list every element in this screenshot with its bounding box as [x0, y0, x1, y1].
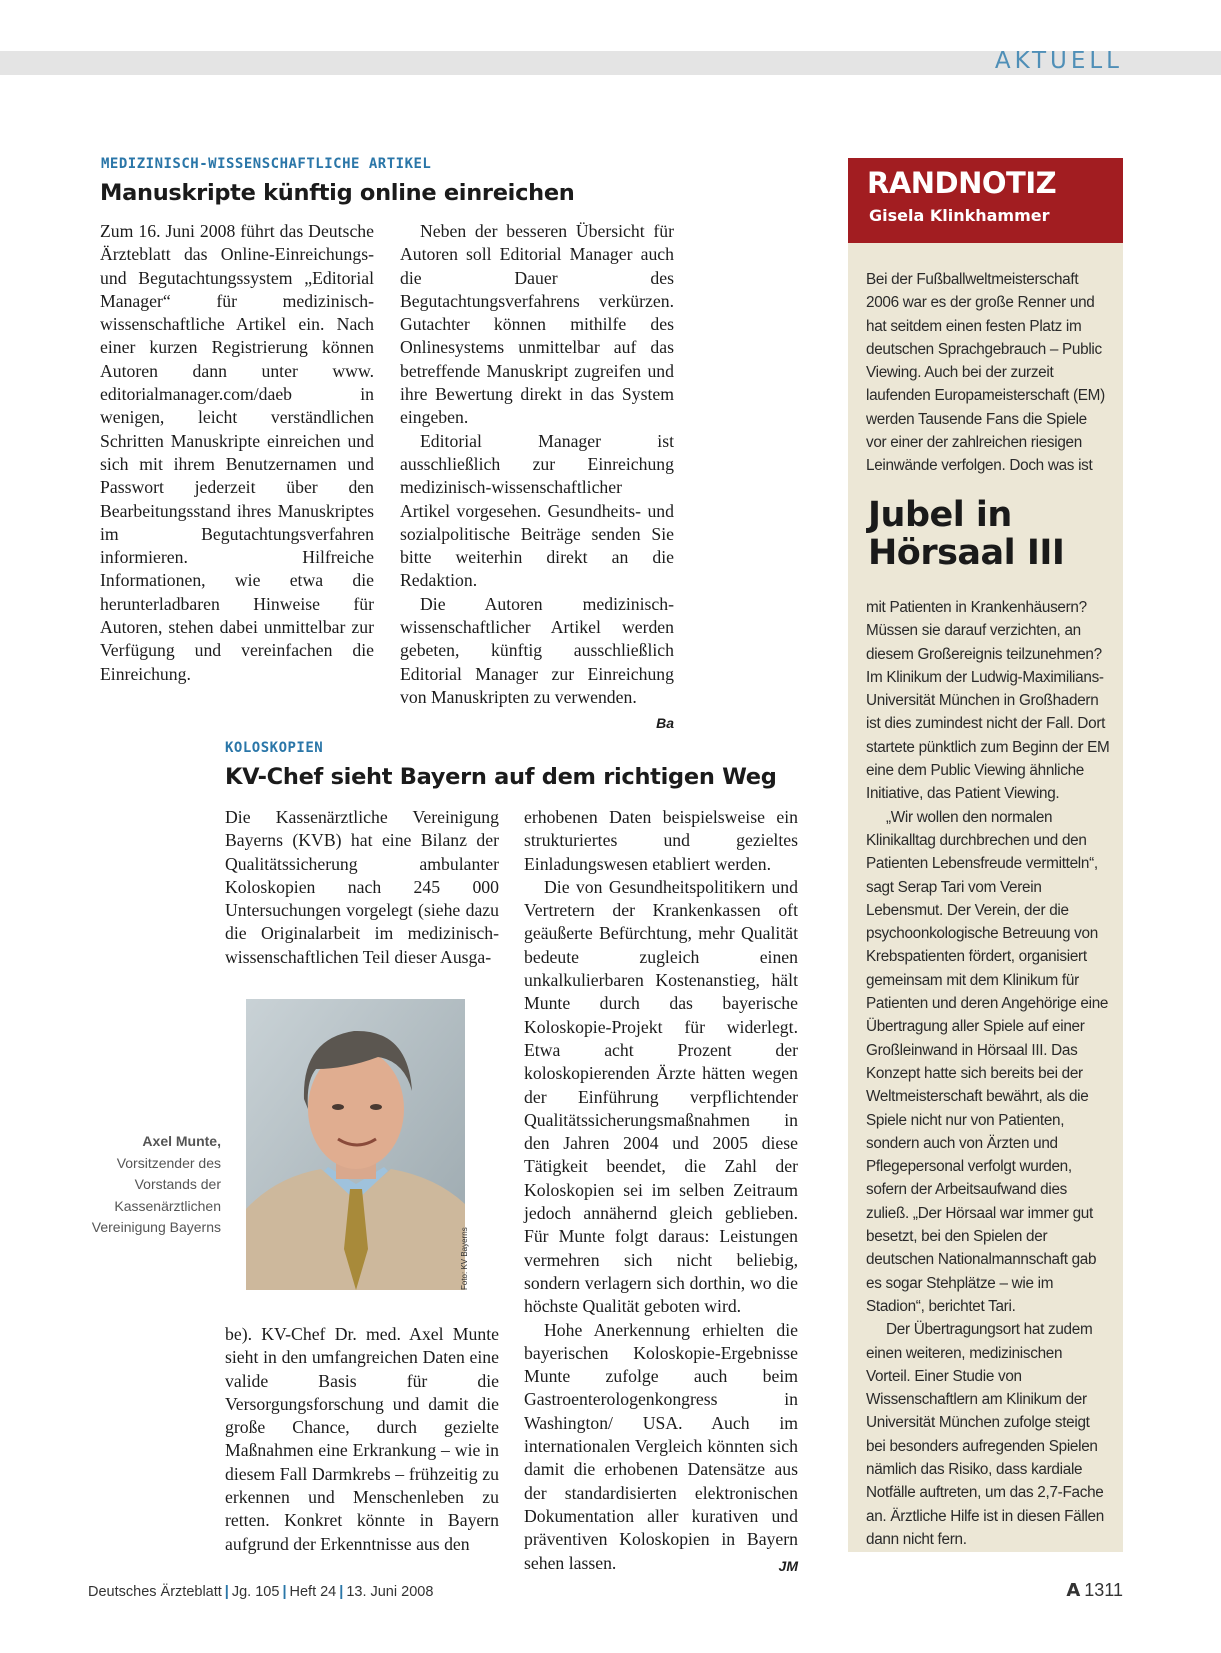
footer-citation: Deutsches Ärzteblatt | Jg. 105 | Heft 24 | 13. Juni 2008: [88, 1584, 434, 1600]
article2-kicker: KOLOSKOPIEN: [225, 740, 324, 756]
paragraph: Die von Gesundheitspolitikern und Vertretern der Krankenkassen oft geäußerte Befürchtung, mehr Qualität bedeute zugleich einen unkalkulierbaren Kostenanstieg, hält Munte durch das bayerische Koloskopie-Projekt für widerlegt. Etwa acht Prozent der koloskopierenden Ärzte hätten wegen der Einführung verpflichtender Qualitätssicherungsmaßnahmen in den Jahren 2004 und 2005 diese Tätigkeit beendet, die Zahl der Koloskopien sei im selben Zeitraum jedoch annähernd gleich geblieben. Für Munte folgt daraus: Leistungen vermehren sich nicht beliebig, sondern verlagern sich dorthin, wo die höchste Qualität geboten wird.: [524, 876, 798, 1317]
article2-column-1-top: [225, 806, 499, 969]
paragraph: be). KV-Chef Dr. med. Axel Munte sieht in den umfangreichen Daten eine valide Basis für die Versorgungsforschung und damit die große Chance, durch gezielte Maßnahmen eine Erkrankung – wie in diesem Fall Darmkrebs – frühzeitig zu erkennen und Menschenleben zu retten. Konkret könnte in Bayern aufgrund der Erkenntnisse aus den: [225, 1324, 499, 1554]
randnotiz-author: Gisela Klinkhammer: [869, 206, 1050, 225]
article2-column-1-bottom: [225, 1323, 499, 1556]
article1-kicker: MEDIZINISCH-WISSENSCHAFTLICHE ARTIKEL: [101, 156, 432, 172]
caption-name: Axel Munte,: [142, 1133, 221, 1149]
article1-headline: Manuskripte künftig online einreichen: [100, 180, 575, 206]
paragraph: Editorial Manager ist ausschließlich zur Einreichung medizinisch-wissenschaftlicher Artikel vorgesehen. Gesundheits- und sozialpolitische Beiträge senden Sie bitte weiterhin direkt an die Redaktion.: [400, 430, 674, 591]
article2-headline: KV-Chef sieht Bayern auf dem richtigen Weg: [225, 764, 777, 790]
caption-text: Vorsitzender des Vorstands der Kassenärztlichen Vereinigung Bayerns: [91, 1154, 221, 1235]
article1-column-1: [100, 220, 374, 686]
page-number: A 1311: [1066, 1580, 1123, 1601]
article1-column-2: [400, 220, 674, 736]
randnotiz-headline: Jubel in Hörsaal III: [868, 495, 1065, 573]
photo-caption: [90, 1131, 221, 1239]
paragraph: erhobenen Daten beispielsweise ein strukturiertes und gezieltes Einladungswesen etabliert werden.: [524, 807, 798, 874]
paragraph: mit Patienten in Krankenhäusern? Müssen sie darauf verzichten, an diesem Großereignis teilzunehmen? Im Klinikum der Ludwig-Maximilians-Universität München in Großhadern ist dies zumindest nicht der Fall. Dort startete pünktlich zum Beginn der EM eine dem Public Viewing ähnliche Initiative, das Patient Viewing.: [866, 599, 1110, 803]
randnotiz-intro: Bei der Fußballweltmeisterschaft 2006 war es der große Renner und hat seitdem einen festen Platz im deutschen Sprachgebrauch – Public Viewing. Auch bei der zurzeit laufenden Europameisterschaft (EM) werden Tausende Fans die Spiele vor einer der zahlreichen riesigen Leinwände verfolgen. Doch was ist: [866, 271, 1105, 475]
article1-signature: Ba: [656, 715, 674, 732]
paragraph: Zum 16. Juni 2008 führt das Deutsche Ärzteblatt das Online-Einreichungs- und Begutachtungssystem „Editorial Manager“ für medizinisch-wissenschaftliche Artikel ein. Nach einer kurzen Registrierung können Autoren dann unter www. editorialmanager.com/daeb in wenigen, leicht verständlichen Schritten Manuskripte einreichen und sich mit ihrem Benutzernamen und Passwort jederzeit über den Bearbeitungsstand ihres Manuskriptes im Begutachtungsverfahren informieren. Hilfreiche Informationen, wie etwa die herunterladbaren Hinweise für Autoren, stehen dabei unmittelbar zur Verfügung und vereinfachen die Einreichung.: [100, 221, 374, 684]
randnotiz-label: RANDNOTIZ: [867, 166, 1057, 200]
paragraph: „Wir wollen den normalen Klinikalltag durchbrechen und den Patienten Lebensfreude vermitteln“, sagt Serap Tari vom Verein Lebensmut. Der Verein, der die psychoonkologische Betreuung von Krebspatienten fördert, organisiert gemeinsam mit dem Klinikum für Patienten und deren Angehörige eine Übertragung aller Spiele auf einer Großleinwand in Hörsaal III. Das Konzept hatte sich bereits bei der Weltmeisterschaft bewährt, als die Spiele nicht nur von Patienten, sondern auch von Ärzten und Pflegepersonal verfolgt wurden, sofern der Arbeitsaufwand dies zuließ. „Der Hörsaal war immer gut besetzt, bei den Spielen der deutschen Nationalmannschaft gab es sogar Stehplätze – wie im Stadion“, berichtet Tari.: [866, 808, 1109, 1315]
article2-signature: JM: [778, 1557, 798, 1574]
paragraph: Hohe Anerkennung erhielten die bayerischen Koloskopie-Ergebnisse Munte zufolge auch beim Gastroenterologenkongress in Washington/ USA. Auch im internationalen Vergleich könnten sich damit die erhobenen Datensätze aus der standardisierten elektronischen Dokumentation aller kurativen und präventiven Koloskopien in Bayern sehen lassen. JM: [524, 1319, 798, 1575]
photo-credit: Foto: KV Bayerns: [460, 1227, 469, 1290]
paragraph: Der Übertragungsort hat zudem einen weiteren, medizinischen Vorteil. Einer Studie von Wissenschaftlern am Klinikum der Universität München zufolge steigt bei besonders aufregenden Spielen nämlich das Risiko, dass kardiale Notfälle auftreten, um das 2,7-Fache an. Ärztliche Hilfe ist in diesen Fällen dann nicht fern.: [866, 1321, 1104, 1548]
portrait-photo: [246, 999, 465, 1290]
paragraph: Neben der besseren Übersicht für Autoren soll Editorial Manager auch die Dauer des Begutachtungsverfahrens verkürzen. Gutachter können mithilfe des Onlinesystems unmittelbar auf das betreffende Manuskript zugreifen und ihre Bewertung direkt in das System eingeben.: [400, 221, 674, 428]
paragraph: Die Autoren medizinisch-wissenschaftlicher Artikel werden gebeten, künftig ausschließlich Editorial Manager zur Einreichung von Manuskripten zu verwenden. Ba: [400, 593, 674, 709]
portrait-illustration: [246, 999, 465, 1290]
paragraph: Die Kassenärztliche Vereinigung Bayerns (KVB) hat eine Bilanz der Qualitätssicherung ambulanter Koloskopien nach 245 000 Untersuchungen vorgelegt (siehe dazu die Originalarbeit im medizinisch-wissenschaftlichen Teil dieser Ausga-: [225, 807, 499, 967]
section-label: AKTUELL: [994, 48, 1123, 74]
article2-column-2: [524, 806, 798, 1578]
randnotiz-body: [866, 596, 1110, 1551]
